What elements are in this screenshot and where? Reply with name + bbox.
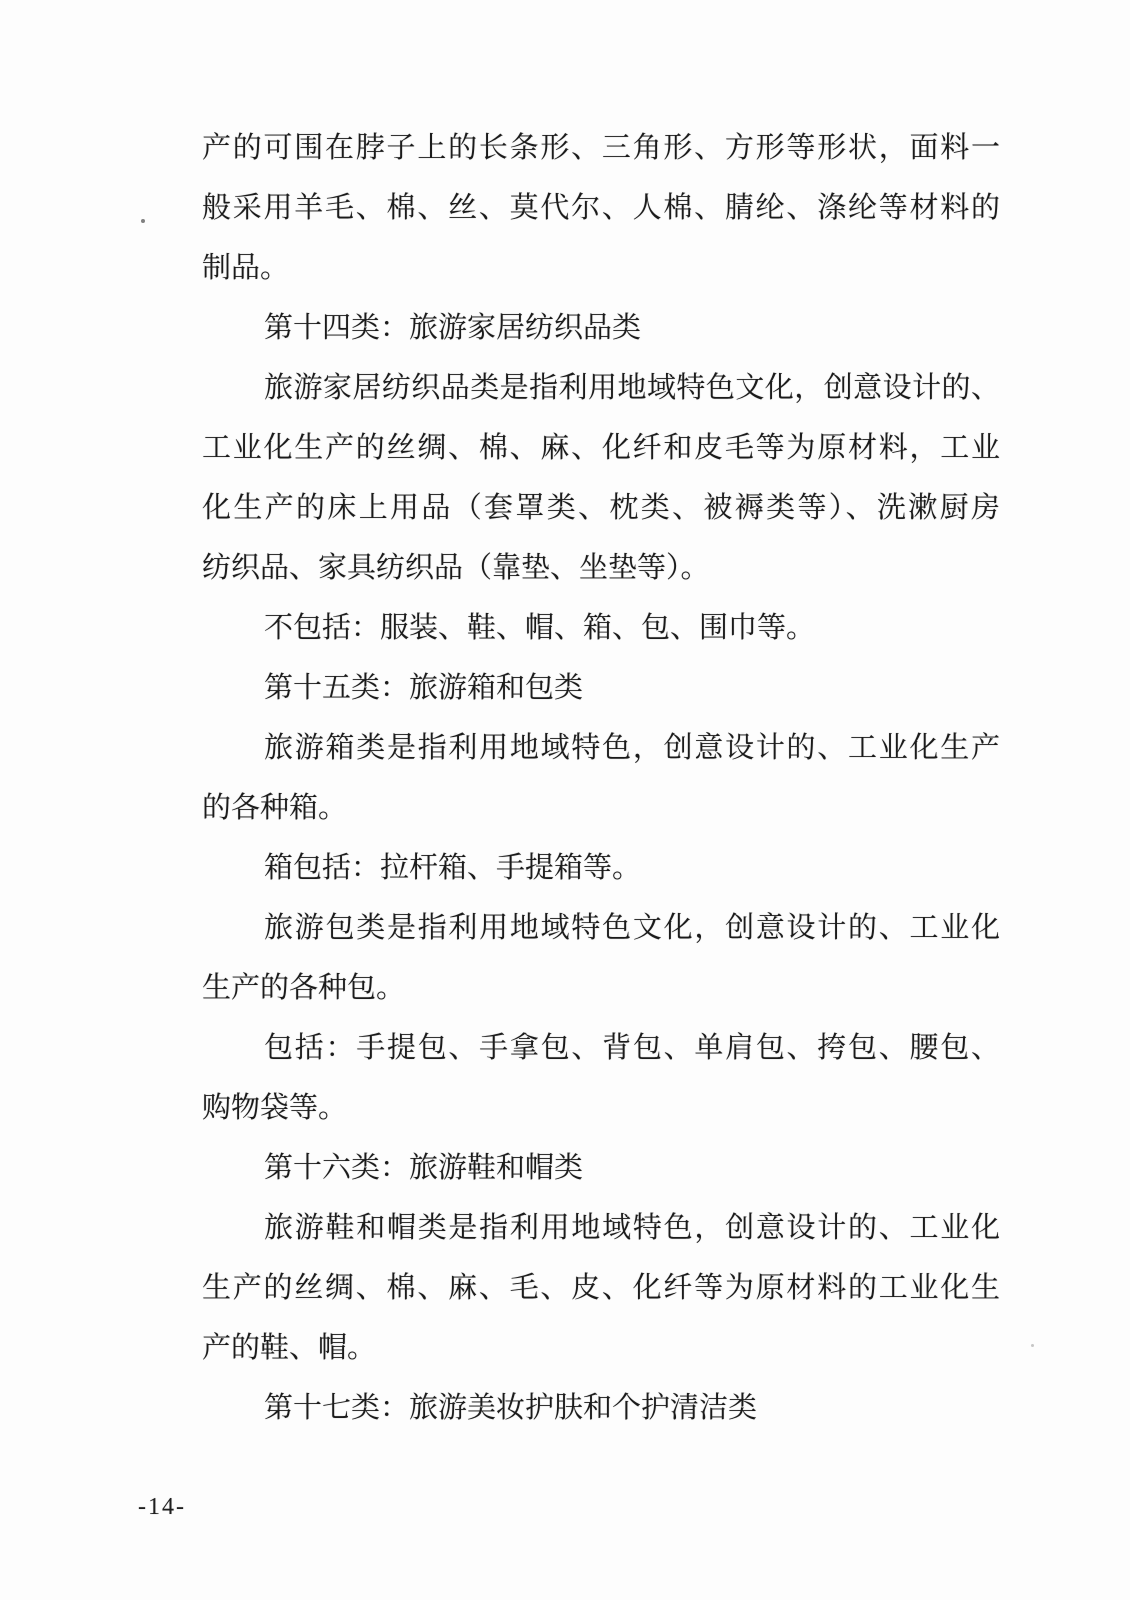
section-heading: 第十四类：旅游家居纺织品类: [264, 312, 642, 344]
section-heading: 第十五类：旅游箱和包类: [264, 672, 584, 704]
scan-speck: [1031, 1344, 1034, 1347]
text-line: 的各种箱。: [202, 792, 348, 824]
text-line: 旅游箱类是指利用地域特色，创意设计的、工业化生产: [264, 732, 1000, 764]
text-line: 般采用羊毛、棉、丝、莫代尔、人棉、腈纶、涤纶等材料的: [202, 192, 1000, 224]
text-line: 箱包括：拉杆箱、手提箱等。: [264, 852, 642, 884]
text-line: 生产的丝绸、棉、麻、毛、皮、化纤等为原材料的工业化生: [202, 1272, 1000, 1304]
text-line: 包括：手提包、手拿包、背包、单肩包、挎包、腰包、: [264, 1032, 1000, 1064]
section-heading: 第十六类：旅游鞋和帽类: [264, 1152, 584, 1184]
text-line: 生产的各种包。: [202, 972, 406, 1004]
section-heading: 第十七类：旅游美妆护肤和个护清洁类: [264, 1392, 758, 1424]
text-line: 购物袋等。: [202, 1092, 348, 1124]
text-line: 产的鞋、帽。: [202, 1332, 377, 1364]
document-body: [202, 118, 1000, 1438]
text-line: 旅游鞋和帽类是指利用地域特色，创意设计的、工业化: [264, 1212, 1000, 1244]
text-line: 不包括：服装、鞋、帽、箱、包、围巾等。: [264, 612, 816, 644]
text-line: 制品。: [202, 252, 290, 284]
scan-speck: [141, 219, 145, 223]
page-number: -14-: [138, 1494, 186, 1520]
text-line: 纺织品、家具纺织品（靠垫、坐垫等）。: [202, 552, 710, 584]
text-line: 化生产的床上用品（套罩类、枕类、被褥类等）、洗漱厨房: [202, 492, 1000, 524]
text-line: 产的可围在脖子上的长条形、三角形、方形等形状，面料一: [202, 132, 1000, 164]
text-line: 工业化生产的丝绸、棉、麻、化纤和皮毛等为原材料，工业: [202, 432, 1000, 464]
text-line: 旅游家居纺织品类是指利用地域特色文化，创意设计的、: [264, 372, 1000, 404]
text-line: 旅游包类是指利用地域特色文化，创意设计的、工业化: [264, 912, 1000, 944]
